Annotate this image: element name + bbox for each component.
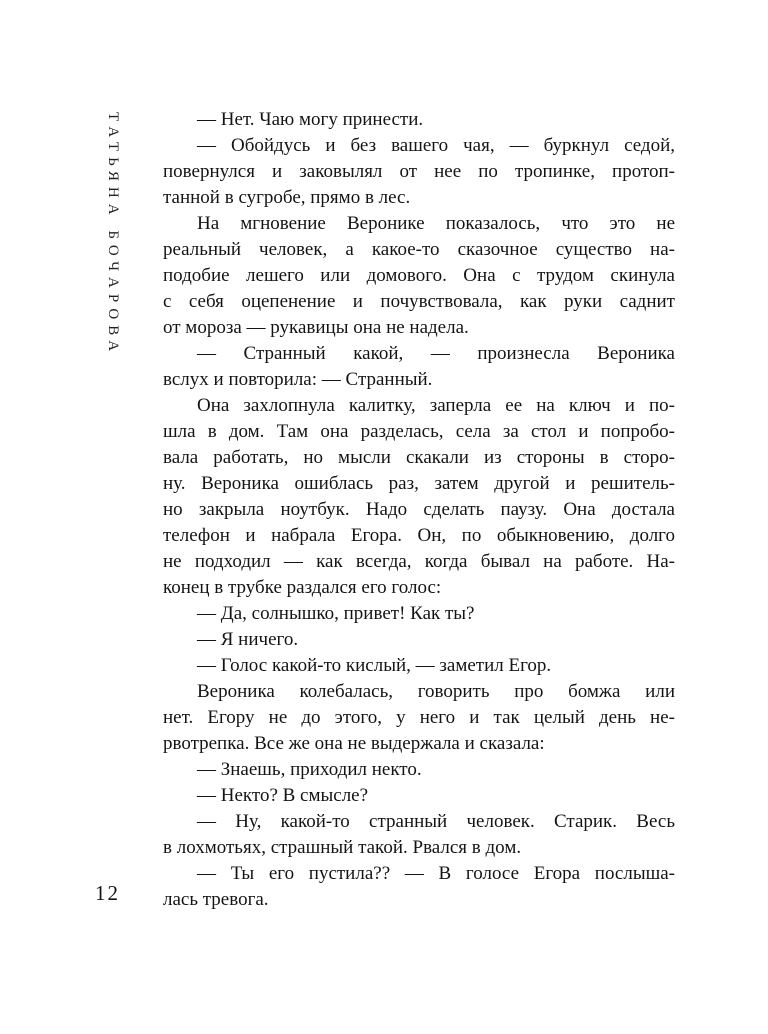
paragraph (163, 211, 675, 341)
paragraph (163, 757, 675, 783)
page-number: 12 (95, 881, 120, 905)
text-line: лась тревога. (163, 889, 269, 910)
text-line: — Я ничего. (197, 629, 299, 650)
paragraph (163, 679, 675, 757)
text-line: Вероника колебалась, говорить про бомжа или (197, 681, 675, 702)
paragraph (163, 861, 675, 913)
text-line: нет. Егору не до этого, у него и так целый день не- (163, 707, 675, 728)
text-line: — Ну, какой-то странный человек. Старик. Весь (197, 811, 675, 832)
paragraph (163, 393, 675, 601)
text-block (163, 107, 675, 913)
text-line: телефон и набрала Егора. Он, по обыкновению, долго (163, 525, 675, 546)
text-line: На мгновение Веронике показалось, что это не (197, 213, 675, 234)
paragraph (163, 107, 675, 133)
text-line: — Да, солнышко, привет! Как ты? (197, 603, 475, 624)
text-line: с себя оцепенение и почувствовала, как руки саднит (163, 291, 675, 312)
author-margin-label: ТАТЬЯНА БОЧАРОВА (105, 112, 121, 358)
text-line: не подходил — как всегда, когда бывал на работе. На- (163, 551, 675, 572)
paragraph (163, 627, 675, 653)
text-line: ну. Вероника ошиблась раз, затем другой и решитель- (163, 473, 675, 494)
text-line: вала работать, но мысли скакали из стороны в сторо- (163, 447, 675, 468)
text-line: — Странный какой, — произнесла Вероника (197, 343, 675, 364)
text-line: реальный человек, а какое-то сказочное существо на- (163, 239, 675, 260)
text-line: — Обойдусь и без вашего чая, — буркнул седой, (197, 135, 675, 156)
paragraph (163, 783, 675, 809)
paragraph (163, 653, 675, 679)
text-line: — Ты его пустила?? — В голосе Егора послыша- (197, 863, 675, 884)
text-line: подобие лешего или домового. Она с трудом скинула (163, 265, 675, 286)
text-line: — Знаешь, приходил некто. (197, 759, 422, 780)
text-line: повернулся и заковылял от нее по тропинке, протоп- (163, 161, 675, 182)
text-line: от мороза — рукавицы она не надела. (163, 317, 469, 338)
text-line: но закрыла ноутбук. Надо сделать паузу. Она достала (163, 499, 675, 520)
text-line: конец в трубке раздался его голос: (163, 577, 442, 598)
text-line: шла в дом. Там она разделась, села за стол и попробо- (163, 421, 675, 442)
text-line: Она захлопнула калитку, заперла ее на ключ и по- (197, 395, 675, 416)
paragraph (163, 809, 675, 861)
text-line: в лохмотьях, страшный такой. Рвался в дом. (163, 837, 522, 858)
text-line: — Нет. Чаю могу принести. (197, 109, 424, 130)
text-line: танной в сугробе, прямо в лес. (163, 187, 411, 208)
text-line: вслух и повторила: — Странный. (163, 369, 433, 390)
text-line: — Некто? В смысле? (197, 785, 369, 806)
text-line: — Голос какой-то кислый, — заметил Егор. (197, 655, 552, 676)
text-line: рвотрепка. Все же она не выдержала и сказала: (163, 733, 545, 754)
paragraph (163, 341, 675, 393)
paragraph (163, 601, 675, 627)
paragraph (163, 133, 675, 211)
